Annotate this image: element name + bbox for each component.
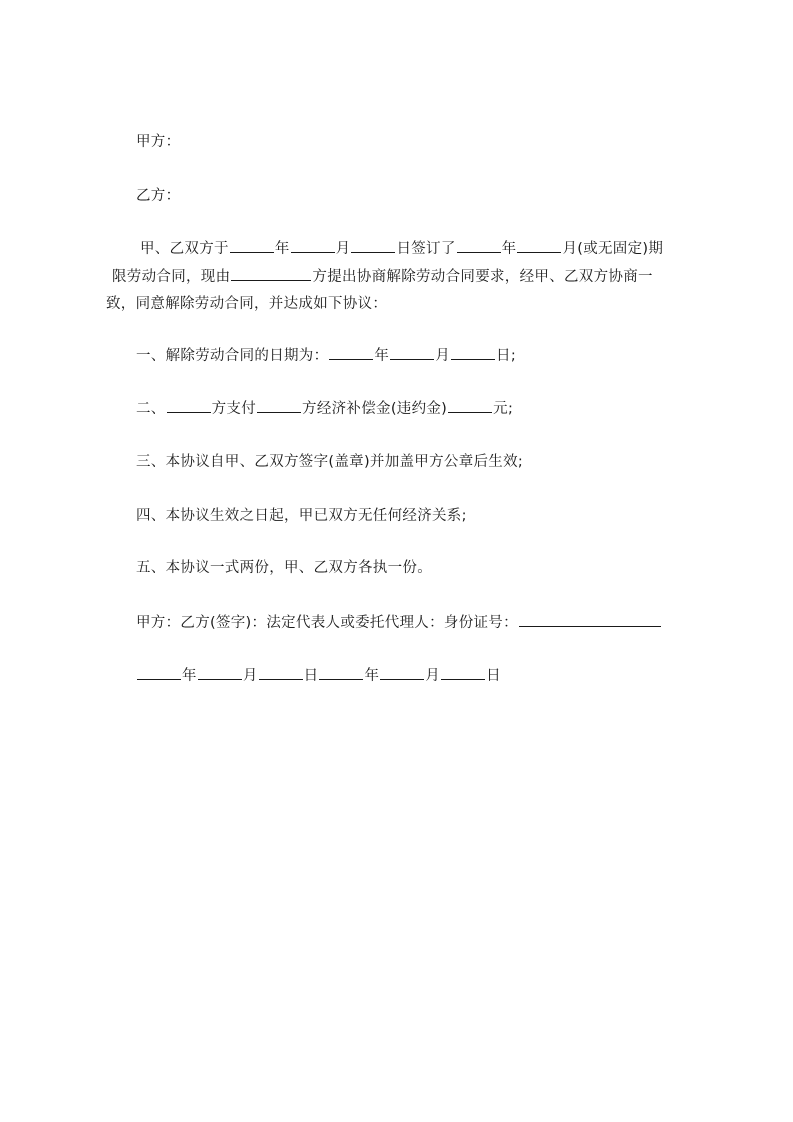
blank-year — [230, 238, 274, 253]
blank-party — [231, 266, 311, 281]
intro-text: 年 — [501, 241, 517, 257]
date-text: 日 — [303, 668, 319, 684]
signature-text: 甲方：乙方(签字)：法定代表人或委托代理人：身份证号： — [136, 615, 518, 631]
intro-text: 月(或无固定)期 — [562, 241, 664, 257]
intro-line-1 — [140, 238, 663, 259]
blank-day — [351, 238, 395, 253]
blank-month — [380, 665, 424, 680]
intro-line-2 — [112, 266, 653, 287]
clause-1 — [136, 345, 516, 366]
blank-year — [329, 345, 373, 360]
date-text: 月 — [425, 668, 441, 684]
intro-text: 日签订了 — [396, 241, 456, 257]
intro-text: 方提出协商解除劳动合同要求，经甲、乙双方协商一 — [312, 269, 653, 285]
party-b-text: 乙方： — [136, 188, 181, 204]
date-text: 月 — [242, 668, 258, 684]
date-text: 年 — [364, 668, 380, 684]
clause-text: 一、解除劳动合同的日期为： — [136, 348, 329, 364]
clause-text: 方支付 — [211, 401, 257, 417]
blank-party — [167, 398, 211, 413]
signature-date-line — [136, 665, 501, 686]
clause-text: 四、本协议生效之日起，甲已双方无任何经济关系; — [136, 508, 467, 524]
party-b-label — [136, 186, 180, 206]
clause-text: 三、本协议自甲、乙双方签字(盖章)并加盖甲方公章后生效; — [136, 454, 524, 470]
blank-day — [451, 345, 495, 360]
date-text: 日 — [486, 668, 501, 684]
intro-text: 月 — [335, 241, 351, 257]
clause-text: 日; — [496, 348, 517, 364]
clause-2 — [136, 398, 513, 419]
blank-month — [390, 345, 434, 360]
blank-month — [291, 238, 335, 253]
intro-text: 年 — [274, 241, 290, 257]
blank-day — [259, 665, 303, 680]
blank-amount — [448, 398, 492, 413]
clause-text: 五、本协议一式两份，甲、乙双方各执一份。 — [136, 560, 432, 576]
clause-text: 元; — [493, 401, 514, 417]
signature-line — [136, 612, 662, 633]
clause-3 — [136, 452, 523, 472]
blank-year — [319, 665, 363, 680]
clause-text: 年 — [374, 348, 390, 364]
blank-year — [137, 665, 181, 680]
blank-id-number — [519, 612, 661, 627]
clause-text: 方经济补偿金(违约金) — [302, 401, 448, 417]
intro-text: 限劳动合同，现由 — [112, 269, 231, 285]
blank-day — [441, 665, 485, 680]
intro-line-3 — [106, 294, 387, 314]
blank-party — [257, 398, 301, 413]
blank-year — [457, 238, 501, 253]
blank-month — [517, 238, 561, 253]
clause-4 — [136, 506, 467, 526]
date-text: 年 — [182, 668, 197, 684]
party-a-label — [136, 132, 180, 152]
clause-text: 二、 — [136, 401, 166, 417]
intro-text: 致，同意解除劳动合同，并达成如下协议： — [106, 296, 388, 312]
clause-5 — [136, 558, 432, 578]
party-a-text: 甲方： — [136, 134, 181, 150]
blank-month — [198, 665, 242, 680]
clause-text: 月 — [435, 348, 451, 364]
intro-text: 甲、乙双方于 — [140, 241, 229, 257]
